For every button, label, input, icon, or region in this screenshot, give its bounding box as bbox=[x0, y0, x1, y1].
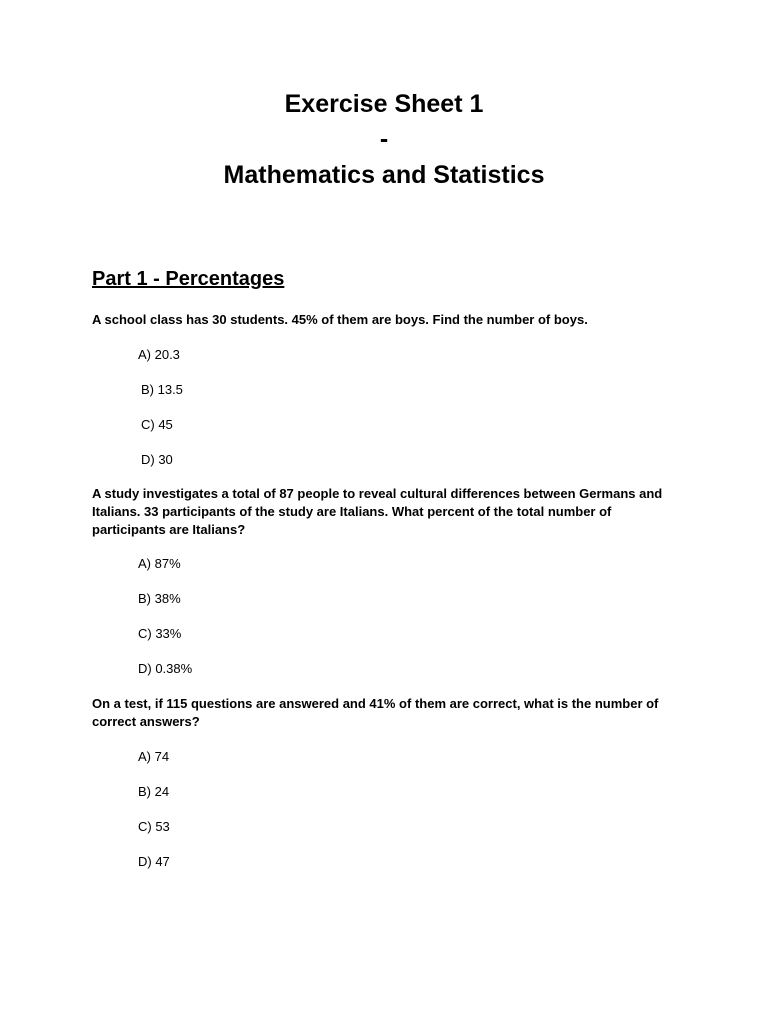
question-1-option-b: B) 13.5 bbox=[141, 382, 183, 397]
question-3-option-b: B) 24 bbox=[138, 784, 170, 799]
document-title-line-1: Exercise Sheet 1 bbox=[284, 90, 484, 118]
question-1-option-c: C) 45 bbox=[141, 417, 173, 432]
question-2-option-d: D) 0.38% bbox=[138, 661, 193, 676]
question-2-text: A study investigates a total of 87 people to reveal cultural differences between Germans and Italians. 33 participants of the study are Italians. What percent of the total number of participants are Italians? bbox=[92, 486, 663, 537]
document-title-separator: - bbox=[379, 125, 389, 153]
question-3-text: On a test, if 115 questions are answered and 41% of them are correct, what is the number of correct answers? bbox=[92, 696, 659, 729]
question-3-option-c: C) 53 bbox=[138, 819, 170, 834]
question-1-option-a: A) 20.3 bbox=[138, 347, 180, 362]
question-2-option-c: C) 33% bbox=[138, 626, 182, 641]
question-2-option-a: A) 87% bbox=[138, 556, 181, 571]
question-1-text: A school class has 30 students. 45% of them are boys. Find the number of boys. bbox=[92, 312, 588, 327]
question-3-option-a: A) 74 bbox=[138, 749, 170, 764]
document-title-line-3: Mathematics and Statistics bbox=[223, 161, 545, 189]
question-2-option-b: B) 38% bbox=[138, 591, 181, 606]
question-3-option-d: D) 47 bbox=[138, 854, 170, 869]
question-1-option-d: D) 30 bbox=[141, 452, 173, 467]
section-heading: Part 1 - Percentages bbox=[92, 268, 285, 290]
